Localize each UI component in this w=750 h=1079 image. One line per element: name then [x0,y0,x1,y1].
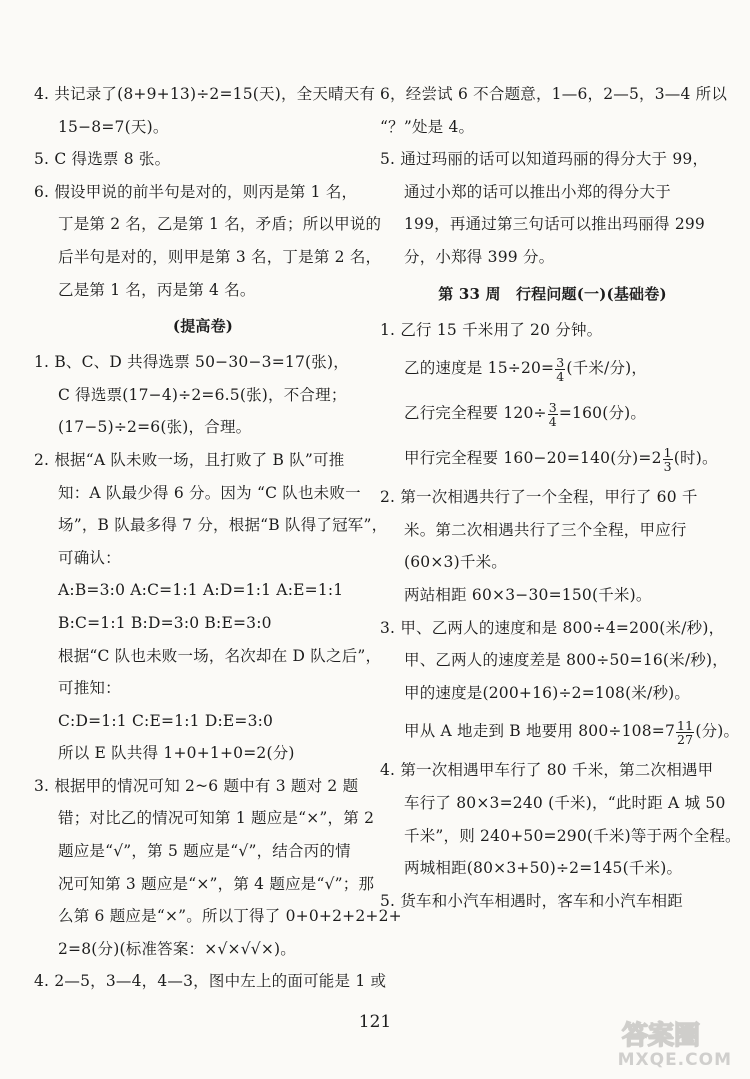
text-line: 5. 货车和小汽车相遇时，客车和小汽车相距 [380,891,683,910]
text-line: 错；对比乙的情况可知第 1 题应是“×”，第 2 [58,809,375,828]
fraction-line-time-b: 乙行完全程要 120÷ $\frac{3}{4}$ =160(分)。 [404,399,647,429]
text-line: 1. 乙行 15 千米用了 20 分钟。 [380,320,603,339]
text-line: C 得选票(17−4)÷2=6.5(张)，不合理； [58,385,347,404]
fraction: $\frac{11}{27}$ [677,717,694,747]
fraction: $\frac{1}{3}$ [663,444,672,474]
text-line: 6. 假设甲说的前半句是对的，则丙是第 1 名， [34,182,358,201]
text-line: 车行了 80×3=240 (千米)，“此时距 A 城 50 [404,793,726,812]
text-line: 知：A 队最少得 6 分。因为 “C 队也未败一 [58,483,361,502]
text-line: 况可知第 3 题应是“×”，第 4 题应是“√”；那 [58,874,375,893]
text-line: (17−5)÷2=6(张)，合理。 [58,418,252,437]
text-line: 15−8=7(天)。 [58,117,169,136]
text-line: 米。第二次相遇共行了三个全程，甲应行 [404,520,687,539]
text-line: 题应是“√”，第 5 题应是“√”，结合丙的情 [58,842,351,861]
watermark-url: MXQE.COM [617,1050,732,1070]
page-number: 121 [358,1012,392,1032]
text-line: (60×3)千米。 [404,553,507,572]
text-line: 2. 根据“A 队未败一场，且打败了 B 队”可推 [34,450,345,469]
text-line: 后半句是对的，则甲是第 3 名，丁是第 2 名， [58,247,382,266]
right-column-part-c [380,754,741,917]
section-heading: 第 33 周 行程问题(一)(基础卷) [438,284,667,303]
text-line: 2=8(分)(标准答案：×√×√√×)。 [58,939,296,958]
text-line: 199，再通过第三句话可以推出玛丽得 299 [404,215,705,234]
text-line: 6，经尝试 6 不合题意，1—6，2—5，3—4 所以 [380,85,728,103]
fraction-line-speed: 乙的速度是 15÷20= $\frac{3}{4}$ (千米/分)， [404,354,648,384]
text-line: 3. 根据甲的情况可知 2~6 题中有 3 题对 2 题 [34,776,359,795]
right-column-part-b [380,481,728,709]
text-line: 可确认： [58,548,121,567]
text-line: 千米”，则 240+50=290(千米)等于两个全程。 [404,826,741,845]
fraction: $\frac{3}{4}$ [548,399,557,429]
right-column [380,78,741,917]
svg-text:答案圈: 答案圈 [622,1021,701,1051]
text-line: 两站相距 60×3−30=150(千米)。 [404,585,652,604]
text-line: 根据“C 队也未败一场，名次却在 D 队之后”， [58,646,382,665]
text-line: C:D=1:1 C:E=1:1 D:E=3:0 [58,711,274,730]
text-line: 4. 共记录了(8+9+13)÷2=15(天)，全天晴天有 [34,85,376,103]
text-line: 所以 E 队共得 1+0+1+0=2(分) [58,744,295,763]
text-line: 2. 第一次相遇共行了一个全程，甲行了 60 千 [380,488,698,507]
text-line: B:C=1:1 B:D=3:0 B:E=3:0 [58,613,272,632]
text-line: A:B=3:0 A:C=1:1 A:D=1:1 A:E=1:1 [58,581,344,600]
fraction: $\frac{3}{4}$ [556,354,565,384]
right-column-part-a [380,78,728,346]
left-column [34,78,402,998]
fraction-line-time-c: 甲从 A 地走到 B 地要用 800÷108=7 $\frac{11}{27}$ (分)。 [404,717,740,747]
text-line: 场”，B 队最多得 7 分，根据“B 队得了冠军”， [58,516,388,535]
text-line: 3. 甲、乙两人的速度和是 800÷4=200(米/秒)， [380,618,725,637]
text-line: 乙是第 1 名，丙是第 4 名。 [58,280,256,299]
text-line: 通过小郑的话可以推出小郑的得分大于 [404,182,671,201]
text-line: 5. 通过玛丽的话可以知道玛丽的得分大于 99， [380,150,709,169]
text-line: 丁是第 2 名，乙是第 1 名，矛盾；所以甲说的 [58,215,382,234]
text-line: “？”处是 4。 [380,117,475,136]
text-line: 4. 2—5，3—4，4—3，图中左上的面可能是 1 或 [34,972,387,991]
text-line: 么第 6 题应是“×”。所以丁得了 0+0+2+2+2+ [58,907,402,926]
text-line: 5. C 得选票 8 张。 [34,150,171,169]
text-line: 4. 第一次相遇甲车行了 80 千米，第二次相遇甲 [380,761,714,780]
text-line: 甲的速度是(200+16)÷2=108(米/秒)。 [404,683,691,702]
text-line: 可推知： [58,679,121,698]
text-line: 两城相距(80×3+50)÷2=145(千米)。 [404,859,683,878]
section-heading: (提高卷) [172,317,234,336]
text-line: 分，小郑得 399 分。 [404,247,555,266]
fraction-line-time-a: 甲行完全程要 160−20=140(分)=2 $\frac{1}{3}$ (时)。 [404,444,718,474]
text-line: 甲、乙两人的速度差是 800÷50=16(米/秒)， [404,651,728,670]
text-line: 1. B、C、D 共得选票 50−30−3=17(张)， [34,353,349,372]
